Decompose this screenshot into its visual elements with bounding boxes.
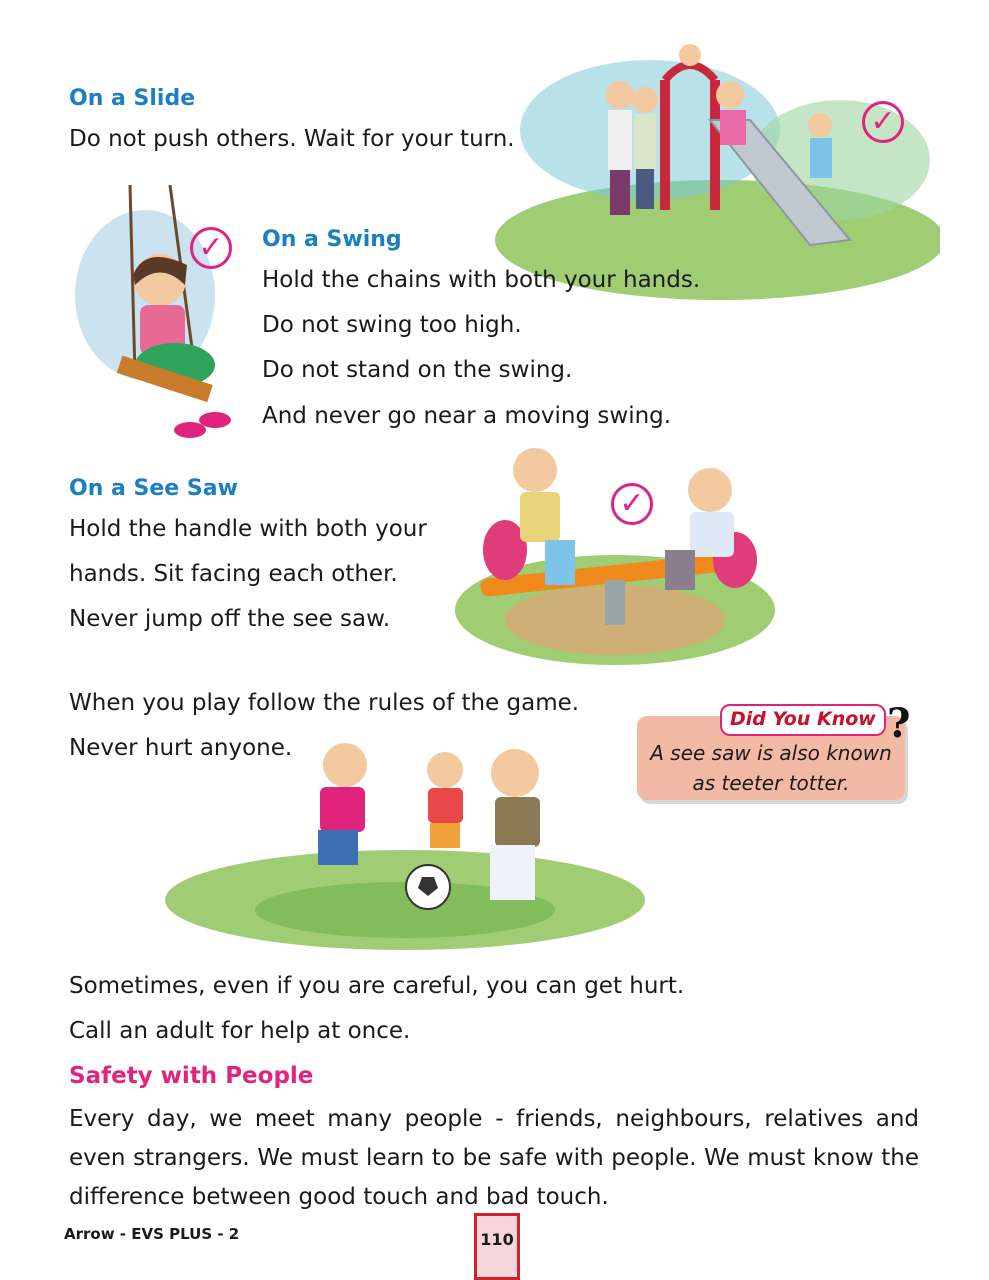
seesaw-line-1: Hold the handle with both your — [69, 516, 427, 542]
swing-checkmark-icon: ✓ — [190, 227, 232, 269]
seesaw-illustration — [450, 440, 780, 670]
slide-illustration — [480, 40, 940, 305]
swing-heading: On a Swing — [262, 227, 402, 252]
careful-line-1: Sometimes, even if you are careful, you can get hurt. — [69, 973, 685, 999]
slide-checkmark-icon: ✓ — [862, 101, 904, 143]
did-you-know-line-1: A see saw is also known — [650, 741, 892, 765]
swing-line-1: Hold the chains with both your hands. — [262, 267, 701, 293]
slide-heading: On a Slide — [69, 86, 196, 111]
slide-text: Do not push others. Wait for your turn. — [69, 126, 515, 152]
did-you-know-line-2: as teeter totter. — [692, 771, 850, 795]
did-you-know-title: Did You Know — [720, 704, 886, 736]
page-number: 110 — [474, 1213, 520, 1280]
play-line-1: When you play follow the rules of the game. — [69, 690, 580, 716]
seesaw-heading: On a See Saw — [69, 476, 238, 501]
footer-book-title: Arrow - EVS PLUS - 2 — [64, 1225, 240, 1243]
question-mark-icon: ? — [887, 700, 911, 747]
safety-people-paragraph: Every day, we meet many people - friends, neighbours, relatives and even strangers. We must learn to be safe with people. We must know the difference between good touch and bad touch. — [69, 1106, 919, 1210]
swing-line-2: Do not swing too high. — [262, 312, 522, 338]
swing-illustration — [75, 185, 245, 450]
swing-line-4: And never go near a moving swing. — [262, 403, 672, 429]
seesaw-line-3: Never jump off the see saw. — [69, 606, 391, 632]
football-illustration — [160, 725, 650, 955]
swing-line-3: Do not stand on the swing. — [262, 357, 573, 383]
play-line-2: Never hurt anyone. — [69, 735, 293, 761]
seesaw-line-2: hands. Sit facing each other. — [69, 561, 398, 587]
did-you-know-text — [640, 738, 902, 798]
careful-line-2: Call an adult for help at once. — [69, 1018, 411, 1044]
safety-people-heading: Safety with People — [69, 1063, 314, 1089]
seesaw-checkmark-icon: ✓ — [611, 483, 653, 525]
